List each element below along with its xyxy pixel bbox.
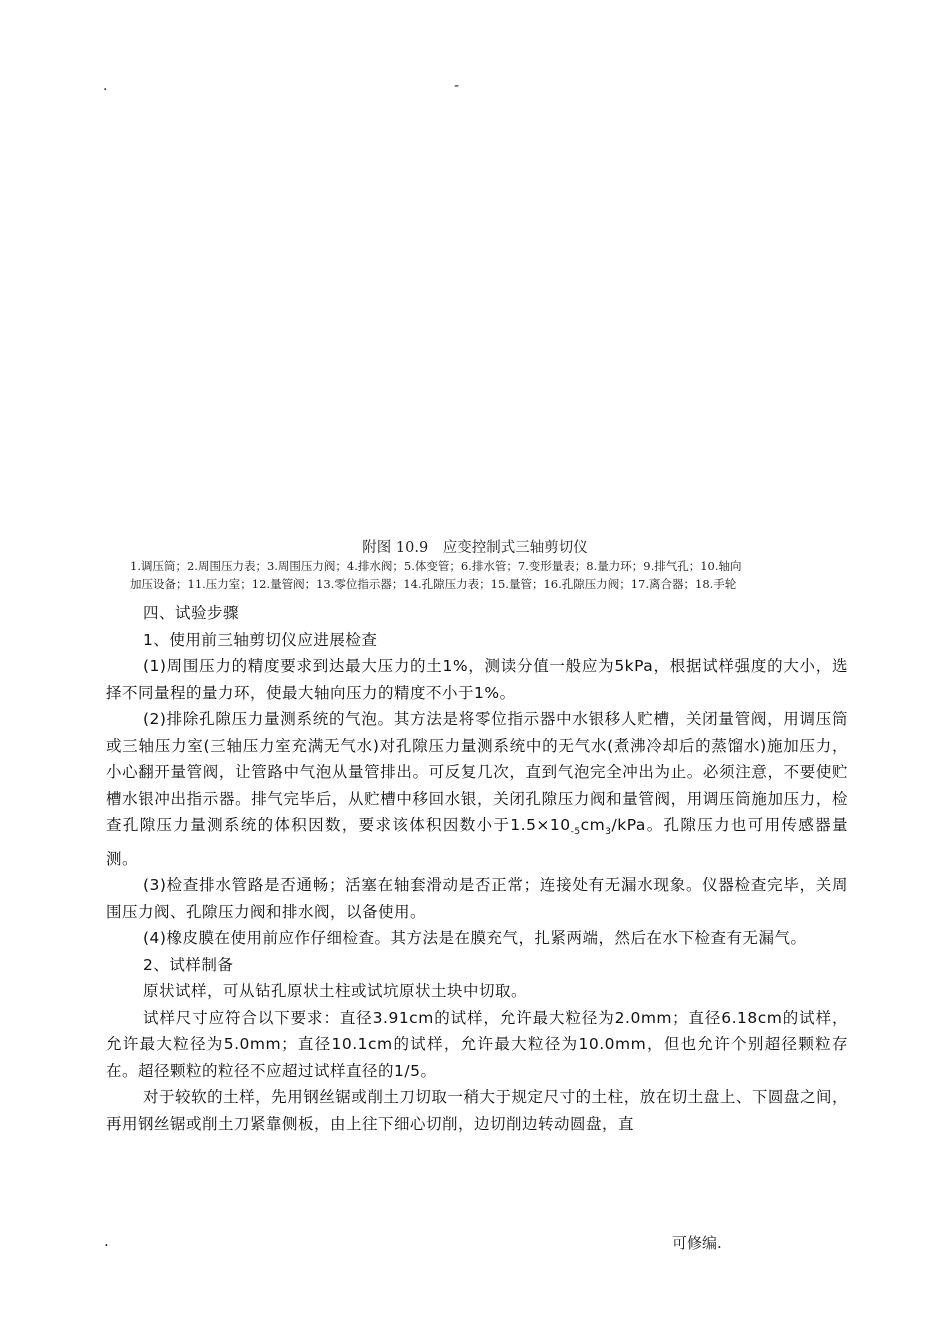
figure-legend-line-1: 1.调压筒；2.周围压力表；3.周围压力阀；4.排水阀；5.体变管；6.排水管；7.变形量表；8.量力环；9.排气孔；10.轴向 xyxy=(130,559,742,573)
subsection-title-2: 2、试样制备 xyxy=(143,955,234,974)
header-dash: - xyxy=(454,78,460,94)
paragraph-6: 试样尺寸应符合以下要求：直径3.91cm的试样，允许最大粒径为2.0mm；直径6.18cm的试样，允许最大粒径为5.0mm；直径10.1cm的试样，允许最大粒径为10.0mm，但也允许个别超径颗粒存在。超径颗粒的粒径不应超过试样直径的1/5。 xyxy=(106,1008,848,1080)
exponent-1: -5 xyxy=(570,827,581,838)
paragraph-3: (3)检查排水管路是否通畅；活塞在轴套滑动是否正常；连接处有无漏水现象。仪器检查完毕，关周围压力阀、孔隙压力阀和排水阀，以备使用。 xyxy=(106,876,848,921)
section-title: 四、试验步骤 xyxy=(143,604,240,622)
document-body xyxy=(106,600,848,1137)
paragraph-2-unit: cm xyxy=(580,816,606,834)
paragraph-1: (1)周围压力的精度要求到达最大压力的土1%，测读分值一般应为5kPa，根据试样强度的大小，选择不同量程的量力环，使最大轴向压力的精度不小于1%。 xyxy=(106,657,848,702)
paragraph-7: 对于较软的土样，先用钢丝锯或削土刀切取一稍大于规定尺寸的土柱，放在切土盘上、下圆盘之间，再用钢丝锯或削土刀紧靠侧板，由上往下细心切削，边切削边转动圆盘，直 xyxy=(106,1088,848,1133)
exponent-2: 3 xyxy=(605,827,612,838)
footer-dot: . xyxy=(104,1232,109,1250)
paragraph-5: 原状试样，可从钻孔原状土柱或试坑原状土块中切取。 xyxy=(143,982,528,1001)
paragraph-2 xyxy=(106,706,848,872)
paragraph-2-text-c: /kPa。孔隙压力也可用传感器量测。 xyxy=(106,816,848,868)
paragraph-2-text-a: (2)排除孔隙压力量测系统的气泡。其方法是将零位指示器中水银移人贮槽，关闭量管阀，用调压筒或三轴压力室(三轴压力室充满无气水)对孔隙压力量测系统中的无气水(煮沸冷却后的蒸馏水)施加压力，小心翻开量管阀，让管路中气泡从量管排出。可反复几次，直到气泡完全冲出为止。必须注意，不要使贮槽水银冲出指示器。排气完毕后，从贮槽中移回水银，关闭孔隙压力阀和量管阀，用调压筒施加压力，检查孔隙压力量测系统的体积因数，要求该体积因数小于1.5×10 xyxy=(106,710,848,834)
subsection-title-1: 1、使用前三轴剪切仪应进展检查 xyxy=(143,630,378,649)
figure-caption: 附图 10.9 应变控制式三轴剪切仪 xyxy=(362,540,588,556)
figure-legend-line-2: 加压设备；11.压力室；12.量管阀；13.零位指示器；14.孔隙压力表；15.量管；16.孔隙压力阀；17.离合器；18.手轮 xyxy=(130,577,737,591)
paragraph-4: (4)橡皮膜在使用前应作仔细检查。其方法是在膜充气，扎紧两端，然后在水下检查有无漏气。 xyxy=(143,929,807,948)
header-dot: . xyxy=(103,78,108,94)
footer-editable-note: 可修编. xyxy=(672,1234,722,1252)
